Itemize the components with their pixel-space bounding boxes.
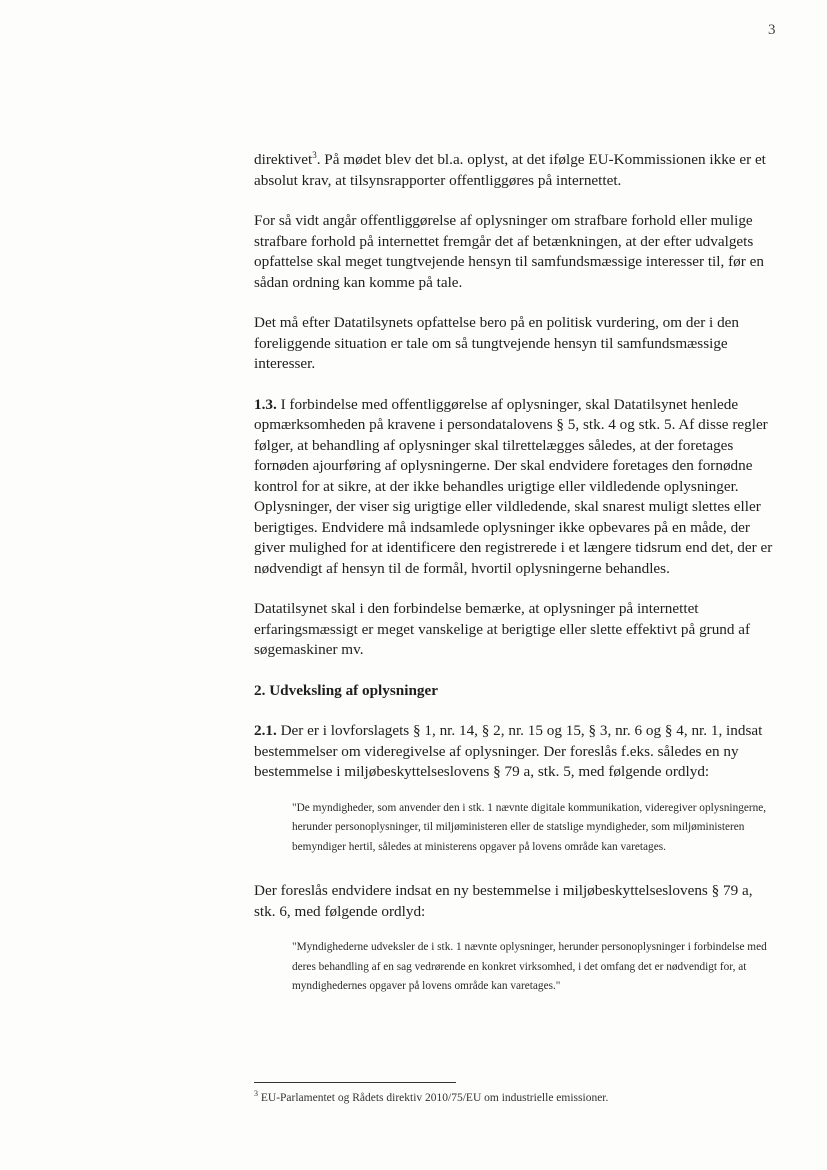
paragraph-2-1 xyxy=(254,721,774,783)
paragraph-1-3 xyxy=(254,395,774,580)
quote-1: "De myndigheder, som anvender den i stk. 1 nævnte digitale kommunikation, videregiver oplysningerne, herunder personoplysninger, til miljøministeren eller de statslige myndigheder, som miljøministeren bemyndiger hertil, således at ministerens opgaver på lovens område kan varetages. xyxy=(292,801,767,853)
section-number-2-1: 2.1. xyxy=(254,722,277,739)
section-heading-2: 2. Udveksling af oplysninger xyxy=(254,681,438,699)
paragraph-1-3-text: I forbindelse med offentliggørelse af oplysninger, skal Datatilsynet henlede opmærksomheden på kravene i persondatalovens § 5, stk. 4 og stk. 5. Af disse regler følger, at behandling af oplysninger skal tilrettelægges således, at der foretages fornøden ajourføring af oplysningerne. Der skal endvidere foretages den fornødne kontrol for at sikre, at der ikke behandles urigtige eller vildledende oplysninger. Oplysninger, der viser sig urigtige eller vildledende, skal snarest muligt slettes eller berigtiges. Endvidere må indsamlede oplysninger ikke opbevares på en måde, der giver mulighed for at identificere den registrerede i et længere tidsrum end det, der er nødvendigt af hensyn til de formål, hvortil oplysningerne behandles. xyxy=(254,395,773,577)
paragraph-2: For så vidt angår offentliggørelse af oplysninger om strafbare forhold eller mulige strafbare forhold på internettet fremgår det af betænkningen, at der efter udvalgets opfattelse skal meget tungtvejende hensyn til samfundsmæssige interesser til, før en sådan ordning kan komme på tale. xyxy=(254,212,764,291)
paragraph-1-start: direktivet xyxy=(254,151,313,168)
section-number-1-3: 1.3. xyxy=(254,395,277,413)
footnote-text: EU-Parlamentet og Rådets direktiv 2010/75/EU om industrielle emissioner. xyxy=(258,1092,609,1104)
document-body xyxy=(254,150,774,1021)
footnote-separator xyxy=(254,1082,456,1083)
paragraph-3: Det må efter Datatilsynets opfattelse bero på en politisk vurdering, om der i den foreliggende situation er tale om så tungtvejende hensyn til samfundsmæssige interesser. xyxy=(254,314,740,372)
paragraph-1 xyxy=(254,150,774,191)
paragraph-2-1-text: Der er i lovforslagets § 1, nr. 14, § 2, nr. 15 og 15, § 3, nr. 6 og § 4, nr. 1, indsat bestemmelser om videregivelse af oplysninger. Der foreslås f.eks. således en ny bestemmelse i miljøbeskyttelseslovens § 79 a, stk. 5, med følgende ordlyd: xyxy=(254,722,763,780)
page-number: 3 xyxy=(768,22,776,38)
quote-2: "Myndighederne udveksler de i stk. 1 nævnte oplysninger, herunder personoplysninger i forbindelse med deres behandling af en sag vedrørende en konkret virksomhed, i det omfang det er nødvendigt for, at myndighedernes opgaver på lovens område kan varetages." xyxy=(292,941,767,992)
paragraph-1-rest: . På mødet blev det bl.a. oplyst, at det ifølge EU-Kommissionen ikke er et absolut krav, at tilsynsrapporter offentliggøres på internettet. xyxy=(254,151,766,189)
footnote-reference: 3 xyxy=(312,149,317,160)
footnote-marker: 3 xyxy=(254,1089,258,1099)
paragraph-5: Datatilsynet skal i den forbindelse bemærke, at oplysninger på internettet erfaringsmæssigt er meget vanskelige at berigtige eller slette effektivt på grund af søgemaskiner mv. xyxy=(254,600,751,658)
footnote xyxy=(254,1090,774,1106)
paragraph-7: Der foreslås endvidere indsat en ny bestemmelse i miljøbeskyttelseslovens § 79 a, stk. 6, med følgende ordlyd: xyxy=(254,882,753,920)
